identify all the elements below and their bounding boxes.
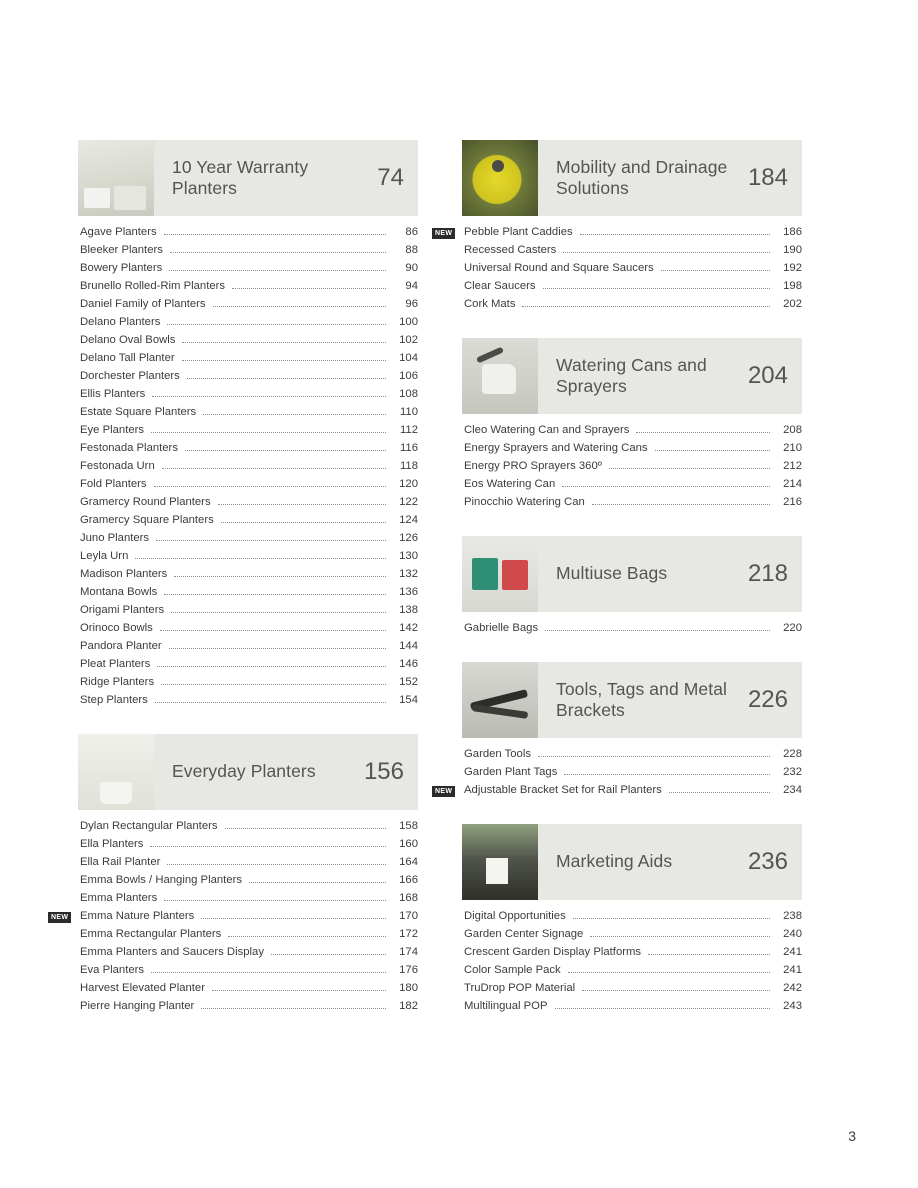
toc-section-title: Mobility and Drainage Solutions bbox=[556, 156, 728, 198]
toc-entry-label: Montana Bowls bbox=[80, 586, 158, 598]
toc-section-title: Tools, Tags and Metal Brackets bbox=[556, 678, 728, 720]
toc-entry-page: 136 bbox=[399, 586, 418, 598]
new-badge: NEW bbox=[48, 912, 71, 923]
toc-entry[interactable] bbox=[462, 496, 802, 514]
toc-entry[interactable] bbox=[78, 352, 418, 370]
leader-dots bbox=[201, 1000, 386, 1009]
toc-entry-label: Delano Tall Planter bbox=[80, 352, 175, 364]
everyday-planters-thumbnail bbox=[78, 734, 154, 810]
leader-dots bbox=[167, 316, 386, 325]
toc-entry-page: 182 bbox=[399, 1000, 418, 1012]
toc-entry[interactable] bbox=[78, 460, 418, 478]
toc-entry[interactable] bbox=[78, 856, 418, 874]
toc-entry-label: Universal Round and Square Saucers bbox=[464, 262, 654, 274]
toc-entry-page: 112 bbox=[399, 424, 418, 436]
toc-entry-page: 154 bbox=[399, 694, 418, 706]
leader-dots bbox=[271, 946, 386, 955]
toc-entry-label: Madison Planters bbox=[80, 568, 168, 580]
toc-entry[interactable] bbox=[78, 532, 418, 550]
toc-entry[interactable] bbox=[78, 892, 418, 910]
toc-entry-list bbox=[462, 424, 802, 514]
toc-section-page: 156 bbox=[363, 758, 404, 785]
toc-section bbox=[78, 140, 418, 712]
toc-entry[interactable] bbox=[78, 640, 418, 658]
toc-section-page: 204 bbox=[747, 362, 788, 389]
leader-dots bbox=[655, 442, 770, 451]
toc-entry-page: 192 bbox=[783, 262, 802, 274]
toc-entry-list bbox=[51, 820, 418, 1018]
toc-entry-page: 90 bbox=[405, 262, 418, 274]
toc-entry[interactable] bbox=[462, 964, 802, 982]
toc-entry-label: Eos Watering Can bbox=[464, 478, 556, 490]
leader-dots bbox=[164, 892, 386, 901]
toc-entry-label: Gabrielle Bags bbox=[464, 622, 539, 634]
toc-entry-page: 138 bbox=[399, 604, 418, 616]
leader-dots bbox=[182, 352, 386, 361]
toc-entry[interactable] bbox=[462, 622, 802, 640]
new-badge: NEW bbox=[432, 786, 455, 797]
leader-dots bbox=[201, 910, 386, 919]
toc-entry-page: 180 bbox=[399, 982, 418, 994]
toc-entry-page: 174 bbox=[399, 946, 418, 958]
leader-dots bbox=[156, 532, 386, 541]
leader-dots bbox=[203, 406, 386, 415]
warranty-planters-thumbnail bbox=[78, 140, 154, 216]
toc-entry-page: 152 bbox=[399, 676, 418, 688]
toc-entry-label: Delano Oval Bowls bbox=[80, 334, 176, 346]
toc-entry-label: Ridge Planters bbox=[80, 676, 155, 688]
toc-entry[interactable] bbox=[78, 424, 418, 442]
toc-entry-page: 142 bbox=[399, 622, 418, 634]
leader-dots bbox=[545, 622, 770, 631]
toc-entry-label: Digital Opportunities bbox=[464, 910, 566, 922]
toc-entry-page: 241 bbox=[783, 946, 802, 958]
leader-dots bbox=[152, 388, 386, 397]
leader-dots bbox=[171, 604, 386, 613]
toc-entry-label: Estate Square Planters bbox=[80, 406, 197, 418]
leader-dots bbox=[162, 460, 386, 469]
toc-entry[interactable] bbox=[78, 676, 418, 694]
toc-entry-page: 102 bbox=[399, 334, 418, 346]
leader-dots bbox=[174, 568, 386, 577]
leader-dots bbox=[232, 280, 386, 289]
leader-dots bbox=[154, 478, 386, 487]
leader-dots bbox=[161, 676, 386, 685]
toc-entry[interactable] bbox=[78, 820, 418, 838]
leader-dots bbox=[221, 514, 386, 523]
toc-entry-page: 172 bbox=[399, 928, 418, 940]
toc-entry[interactable] bbox=[78, 406, 418, 424]
toc-section-page: 74 bbox=[377, 164, 404, 191]
toc-entry-list bbox=[435, 226, 802, 316]
toc-entry-label: Orinoco Bowls bbox=[80, 622, 153, 634]
toc-section-page: 184 bbox=[747, 164, 788, 191]
toc-entry[interactable] bbox=[78, 262, 418, 280]
leader-dots bbox=[669, 784, 770, 793]
toc-section bbox=[462, 338, 802, 514]
toc-entry-page: 220 bbox=[783, 622, 802, 634]
leader-dots bbox=[157, 658, 386, 667]
toc-section bbox=[51, 734, 418, 1018]
toc-entry-page: 238 bbox=[783, 910, 802, 922]
toc-section-header[interactable] bbox=[462, 338, 802, 414]
toc-entry-page: 168 bbox=[399, 892, 418, 904]
toc-entry-page: 241 bbox=[783, 964, 802, 976]
toc-entry[interactable] bbox=[78, 550, 418, 568]
leader-dots bbox=[573, 910, 770, 919]
toc-entry-page: 228 bbox=[783, 748, 802, 760]
toc-entry[interactable] bbox=[78, 694, 418, 712]
toc-entry-page: 160 bbox=[399, 838, 418, 850]
mobility-drainage-thumbnail bbox=[462, 140, 538, 216]
leader-dots bbox=[160, 622, 386, 631]
toc-entry[interactable] bbox=[78, 604, 418, 622]
toc-entry[interactable] bbox=[462, 982, 802, 1000]
toc-entry-label: Eva Planters bbox=[80, 964, 145, 976]
toc-entry-label: Ellis Planters bbox=[80, 388, 146, 400]
toc-entry-page: 234 bbox=[783, 784, 802, 796]
toc-section bbox=[435, 140, 802, 316]
toc-entry-label: Emma Bowls / Hanging Planters bbox=[80, 874, 242, 886]
leader-dots bbox=[563, 244, 770, 253]
toc-entry[interactable] bbox=[462, 262, 802, 280]
toc-entry-page: 242 bbox=[783, 982, 802, 994]
toc-section-page: 226 bbox=[747, 686, 788, 713]
toc-entry-label: Energy PRO Sprayers 360º bbox=[464, 460, 602, 472]
toc-entry[interactable] bbox=[462, 1000, 802, 1018]
toc-entry-label: Pandora Planter bbox=[80, 640, 162, 652]
toc-entry-label: Cork Mats bbox=[464, 298, 516, 310]
leader-dots bbox=[590, 928, 770, 937]
toc-entry-page: 164 bbox=[399, 856, 418, 868]
toc-entry-label: Emma Rectangular Planters bbox=[80, 928, 222, 940]
toc-entry-page: 210 bbox=[783, 442, 802, 454]
leader-dots bbox=[648, 946, 770, 955]
toc-entry[interactable] bbox=[462, 244, 802, 262]
leader-dots bbox=[169, 262, 386, 271]
tools-tags-brackets-thumbnail bbox=[462, 662, 538, 738]
leader-dots bbox=[164, 226, 386, 235]
leader-dots bbox=[151, 964, 386, 973]
toc-entry-page: 190 bbox=[783, 244, 802, 256]
toc-entry-page: 124 bbox=[399, 514, 418, 526]
toc-entry[interactable] bbox=[78, 946, 418, 964]
leader-dots bbox=[151, 424, 386, 433]
leader-dots bbox=[580, 226, 770, 235]
toc-entry-list bbox=[78, 226, 418, 712]
toc-entry[interactable] bbox=[462, 478, 802, 496]
leader-dots bbox=[522, 298, 770, 307]
toc-entry-label: Eye Planters bbox=[80, 424, 145, 436]
toc-section-header[interactable] bbox=[462, 140, 802, 216]
leader-dots bbox=[164, 586, 386, 595]
toc-entry[interactable] bbox=[78, 334, 418, 352]
toc-entry-list bbox=[462, 910, 802, 1018]
toc-section-title: 10 Year Warranty Planters bbox=[172, 156, 309, 198]
toc-entry[interactable] bbox=[78, 226, 418, 244]
toc-entry-page: 158 bbox=[399, 820, 418, 832]
toc-entry-page: 108 bbox=[399, 388, 418, 400]
leader-dots bbox=[661, 262, 770, 271]
toc-entry[interactable] bbox=[462, 280, 802, 298]
toc-entry[interactable] bbox=[51, 910, 418, 928]
toc-entry-list bbox=[462, 622, 802, 640]
toc-entry-page: 198 bbox=[783, 280, 802, 292]
toc-entry-label: Festonada Urn bbox=[80, 460, 155, 472]
toc-right-column bbox=[435, 140, 802, 1040]
toc-entry[interactable] bbox=[78, 658, 418, 676]
toc-entry-page: 94 bbox=[405, 280, 418, 292]
leader-dots bbox=[555, 1000, 770, 1009]
toc-entry[interactable] bbox=[78, 244, 418, 262]
toc-section-header[interactable] bbox=[462, 662, 802, 738]
toc-section bbox=[435, 662, 802, 802]
leader-dots bbox=[185, 442, 386, 451]
toc-entry[interactable] bbox=[462, 748, 802, 766]
toc-entry-label: Garden Plant Tags bbox=[464, 766, 558, 778]
toc-entry-label: Cleo Watering Can and Sprayers bbox=[464, 424, 630, 436]
toc-entry[interactable] bbox=[78, 496, 418, 514]
toc-entry-label: Recessed Casters bbox=[464, 244, 557, 256]
toc-entry[interactable] bbox=[78, 568, 418, 586]
toc-entry-label: Pebble Plant Caddies bbox=[464, 226, 573, 238]
leader-dots bbox=[212, 982, 386, 991]
toc-entry-page: 106 bbox=[399, 370, 418, 382]
toc-entry-label: Gramercy Round Planters bbox=[80, 496, 211, 508]
leader-dots bbox=[218, 496, 386, 505]
toc-section-header[interactable] bbox=[462, 536, 802, 612]
watering-cans-thumbnail bbox=[462, 338, 538, 414]
toc-entry[interactable] bbox=[78, 298, 418, 316]
toc-entry-label: TruDrop POP Material bbox=[464, 982, 576, 994]
page-number: 3 bbox=[848, 1128, 856, 1144]
toc-section-title: Marketing Aids bbox=[556, 851, 673, 872]
leader-dots bbox=[562, 478, 770, 487]
toc-entry[interactable] bbox=[78, 388, 418, 406]
toc-entry[interactable] bbox=[462, 910, 802, 928]
toc-entry-label: Crescent Garden Display Platforms bbox=[464, 946, 642, 958]
toc-entry-page: 243 bbox=[783, 1000, 802, 1012]
toc-entry-page: 176 bbox=[399, 964, 418, 976]
leader-dots bbox=[182, 334, 386, 343]
toc-entry-label: Pierre Hanging Planter bbox=[80, 1000, 195, 1012]
leader-dots bbox=[609, 460, 770, 469]
toc-entry-page: 208 bbox=[783, 424, 802, 436]
leader-dots bbox=[228, 928, 386, 937]
toc-section bbox=[462, 536, 802, 640]
toc-entry-page: 96 bbox=[405, 298, 418, 310]
toc-entry[interactable] bbox=[78, 982, 418, 1000]
leader-dots bbox=[167, 856, 386, 865]
toc-entry-label: Garden Tools bbox=[464, 748, 531, 760]
leader-dots bbox=[543, 280, 770, 289]
toc-entry-label: Ella Rail Planter bbox=[80, 856, 161, 868]
toc-entry-page: 146 bbox=[399, 658, 418, 670]
toc-entry-label: Energy Sprayers and Watering Cans bbox=[464, 442, 648, 454]
toc-entry[interactable] bbox=[462, 460, 802, 478]
toc-entry-label: Harvest Elevated Planter bbox=[80, 982, 205, 994]
toc-entry[interactable] bbox=[78, 370, 418, 388]
leader-dots bbox=[568, 964, 770, 973]
toc-entry-page: 110 bbox=[399, 406, 418, 418]
toc-entry-label: Dylan Rectangular Planters bbox=[80, 820, 218, 832]
toc-entry-label: Pleat Planters bbox=[80, 658, 151, 670]
leader-dots bbox=[187, 370, 386, 379]
toc-entry[interactable] bbox=[78, 316, 418, 334]
toc-entry-label: Pinocchio Watering Can bbox=[464, 496, 585, 508]
toc-entry[interactable] bbox=[462, 946, 802, 964]
toc-entry-page: 212 bbox=[783, 460, 802, 472]
leader-dots bbox=[155, 694, 386, 703]
toc-entry-label: Juno Planters bbox=[80, 532, 150, 544]
toc-entry-label: Emma Planters bbox=[80, 892, 158, 904]
toc-entry-label: Origami Planters bbox=[80, 604, 165, 616]
toc-entry[interactable] bbox=[462, 442, 802, 460]
toc-entry-page: 166 bbox=[399, 874, 418, 886]
toc-entry-label: Color Sample Pack bbox=[464, 964, 561, 976]
toc-entry-label: Bowery Planters bbox=[80, 262, 163, 274]
toc-entry-label: Adjustable Bracket Set for Rail Planters bbox=[464, 784, 662, 796]
new-badge: NEW bbox=[432, 228, 455, 239]
toc-entry-page: 216 bbox=[783, 496, 802, 508]
toc-entry-label: Emma Nature Planters bbox=[80, 910, 195, 922]
toc-entry-page: 104 bbox=[399, 352, 418, 364]
toc-entry-page: 86 bbox=[405, 226, 418, 238]
leader-dots bbox=[592, 496, 770, 505]
leader-dots bbox=[538, 748, 770, 757]
multiuse-bags-thumbnail bbox=[462, 536, 538, 612]
toc-entry-label: Dorchester Planters bbox=[80, 370, 180, 382]
toc-entry-page: 126 bbox=[399, 532, 418, 544]
toc-entry-page: 122 bbox=[399, 496, 418, 508]
toc-entry[interactable] bbox=[78, 586, 418, 604]
toc-entry-label: Festonada Planters bbox=[80, 442, 178, 454]
toc-entry[interactable] bbox=[78, 442, 418, 460]
toc-entry-label: Agave Planters bbox=[80, 226, 157, 238]
toc-section-title: Multiuse Bags bbox=[556, 563, 668, 584]
toc-entry-page: 170 bbox=[399, 910, 418, 922]
toc-entry-label: Daniel Family of Planters bbox=[80, 298, 206, 310]
toc-entry-label: Delano Planters bbox=[80, 316, 161, 328]
toc-entry-list bbox=[435, 748, 802, 802]
toc-entry[interactable] bbox=[462, 298, 802, 316]
toc-entry-label: Fold Planters bbox=[80, 478, 147, 490]
toc-section-header[interactable] bbox=[462, 824, 802, 900]
toc-entry-page: 202 bbox=[783, 298, 802, 310]
toc-section-title: Everyday Planters bbox=[172, 761, 316, 782]
leader-dots bbox=[213, 298, 386, 307]
leader-dots bbox=[225, 820, 386, 829]
leader-dots bbox=[582, 982, 770, 991]
toc-left-column bbox=[51, 140, 418, 1040]
toc-section-header[interactable] bbox=[78, 140, 418, 216]
toc-entry-page: 116 bbox=[399, 442, 418, 454]
toc-entry-label: Clear Saucers bbox=[464, 280, 536, 292]
toc-entry[interactable] bbox=[78, 964, 418, 982]
toc-entry-label: Ella Planters bbox=[80, 838, 144, 850]
toc-entry-label: Leyla Urn bbox=[80, 550, 129, 562]
leader-dots bbox=[564, 766, 770, 775]
toc-entry-page: 118 bbox=[399, 460, 418, 472]
leader-dots bbox=[170, 244, 386, 253]
toc-section-title: Watering Cans and Sprayers bbox=[556, 354, 707, 396]
toc-entry-page: 144 bbox=[399, 640, 418, 652]
toc-entry-page: 240 bbox=[783, 928, 802, 940]
toc-section bbox=[462, 824, 802, 1018]
leader-dots bbox=[135, 550, 386, 559]
leader-dots bbox=[169, 640, 386, 649]
toc-entry[interactable] bbox=[78, 478, 418, 496]
toc-entry-label: Multilingual POP bbox=[464, 1000, 548, 1012]
toc-entry-page: 130 bbox=[399, 550, 418, 562]
toc-entry-label: Bleeker Planters bbox=[80, 244, 163, 256]
toc-entry-page: 232 bbox=[783, 766, 802, 778]
toc-entry-label: Gramercy Square Planters bbox=[80, 514, 214, 526]
toc-entry[interactable] bbox=[462, 424, 802, 442]
toc-entry-page: 100 bbox=[399, 316, 418, 328]
toc-entry[interactable] bbox=[435, 784, 802, 802]
toc-entry[interactable] bbox=[462, 928, 802, 946]
toc-columns bbox=[51, 140, 840, 1040]
toc-entry[interactable] bbox=[78, 928, 418, 946]
toc-entry-page: 120 bbox=[399, 478, 418, 490]
toc-section-page: 218 bbox=[747, 560, 788, 587]
toc-entry-label: Brunello Rolled-Rim Planters bbox=[80, 280, 226, 292]
toc-entry[interactable] bbox=[78, 280, 418, 298]
toc-entry-label: Garden Center Signage bbox=[464, 928, 584, 940]
toc-entry-label: Emma Planters and Saucers Display bbox=[80, 946, 264, 958]
toc-entry[interactable] bbox=[435, 226, 802, 244]
toc-entry[interactable] bbox=[78, 838, 418, 856]
toc-entry[interactable] bbox=[78, 514, 418, 532]
marketing-aids-thumbnail bbox=[462, 824, 538, 900]
leader-dots bbox=[249, 874, 386, 883]
toc-entry-page: 88 bbox=[405, 244, 418, 256]
toc-section-header[interactable] bbox=[78, 734, 418, 810]
leader-dots bbox=[636, 424, 770, 433]
toc-entry[interactable] bbox=[78, 622, 418, 640]
toc-entry[interactable] bbox=[78, 1000, 418, 1018]
toc-entry-page: 214 bbox=[783, 478, 802, 490]
leader-dots bbox=[150, 838, 386, 847]
toc-entry[interactable] bbox=[462, 766, 802, 784]
toc-section-page: 236 bbox=[747, 848, 788, 875]
toc-entry-label: Step Planters bbox=[80, 694, 148, 706]
toc-entry-page: 132 bbox=[399, 568, 418, 580]
toc-entry-page: 186 bbox=[783, 226, 802, 238]
toc-entry[interactable] bbox=[78, 874, 418, 892]
